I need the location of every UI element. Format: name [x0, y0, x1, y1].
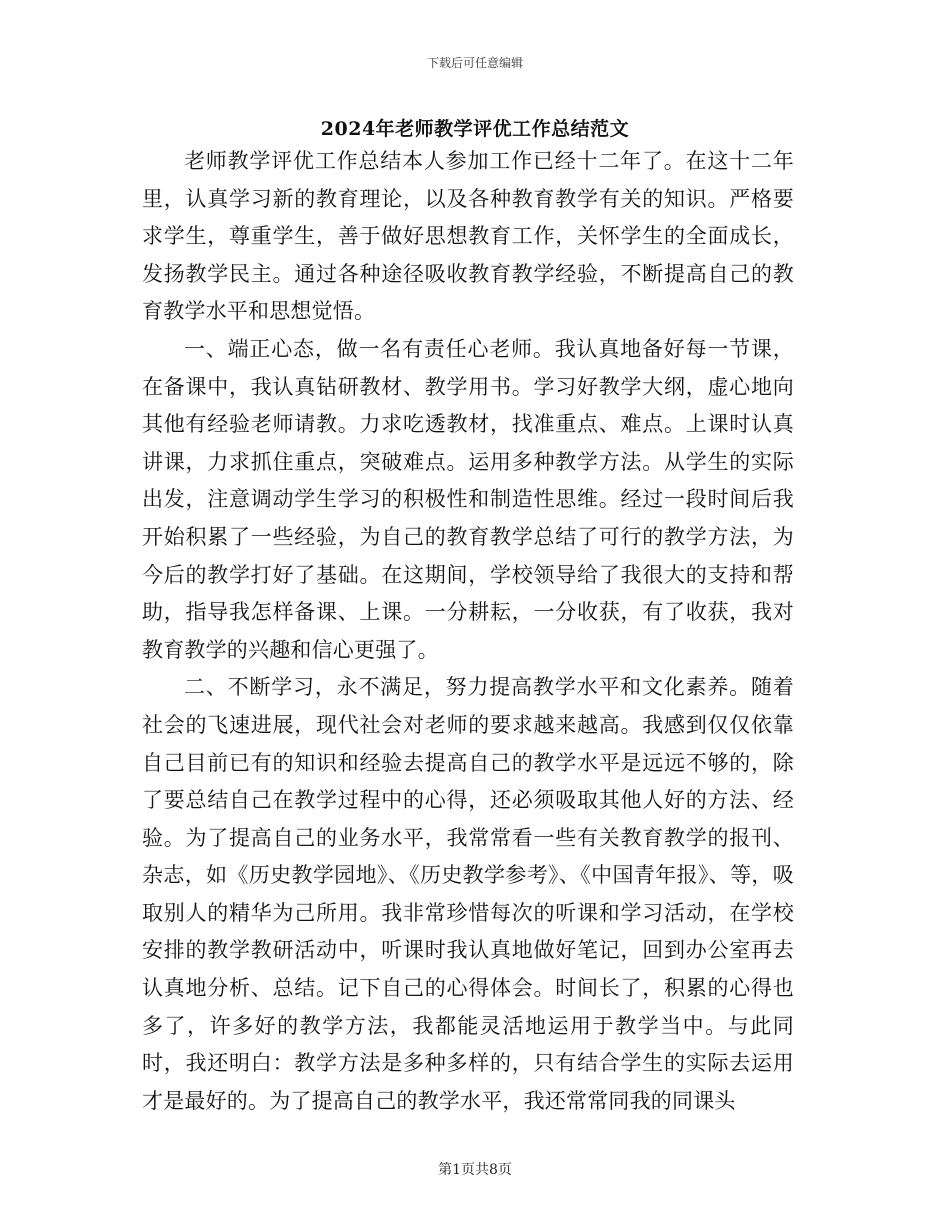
- document-title: 2024年老师教学评优工作总结范文: [320, 118, 630, 140]
- page-number: 第1页共8页: [438, 1162, 512, 1178]
- paragraph-section-two: 二、不断学习，永不满足，努力提高教学水平和文化素养。随着社会的飞速进展，现代社会对老师的要求越来越高。我感到仅仅依靠自己目前已有的知识和经验去提高自己的教学水平是远远不够的，除了要总结自己在教学过程中的心得，还必须吸取其他人好的方法、经验。为了提高自己的业务水平，我常常看一些有关教育教学的报刊、杂志，如《历史教学园地》、《历史教学参考》、《中国青年报》、等，吸取别人的精华为己所用。我非常珍惜每次的听课和学习活动，在学校安排的教学教研活动中，听课时我认真地做好笔记，回到办公室再去认真地分析、总结。记下自己的心得体会。时间长了，积累的心得也多了，许多好的教学方法，我都能灵活地运用于教学当中。与此同时，我还明白：教学方法是多种多样的，只有结合学生的实际去运用才是最好的。为了提高自己的教学水平，我还常常同我的同课头: [142, 675, 794, 1113]
- paragraph-intro: 老师教学评优工作总结本人参加工作已经十二年了。在这十二年里，认真学习新的教育理论，以及各种教育教学有关的知识。严格要求学生，尊重学生，善于做好思想教育工作，关怀学生的全面成长，发扬教学民主。通过各种途径吸收教育教学经验，不断提高自己的教育教学水平和思想觉悟。: [142, 149, 794, 324]
- page-header-note: 下载后可任意编辑: [426, 56, 523, 70]
- document-body: [142, 143, 794, 1120]
- paragraph-section-one: 一、端正心态，做一名有责任心老师。我认真地备好每一节课，在备课中，我认真钻研教材、教学用书。学习好教学大纲，虚心地向其他有经验老师请教。力求吃透教材，找准重点、难点。上课时认真讲课，力求抓住重点，突破难点。运用多种教学方法。从学生的实际出发，注意调动学生学习的积极性和制造性思维。经过一段时间后我开始积累了一些经验，为自己的教育教学总结了可行的教学方法，为今后的教学打好了基础。在这期间，学校领导给了我很大的支持和帮助，指导我怎样备课、上课。一分耕耘，一分收获，有了收获，我对教育教学的兴趣和信心更强了。: [142, 336, 794, 662]
